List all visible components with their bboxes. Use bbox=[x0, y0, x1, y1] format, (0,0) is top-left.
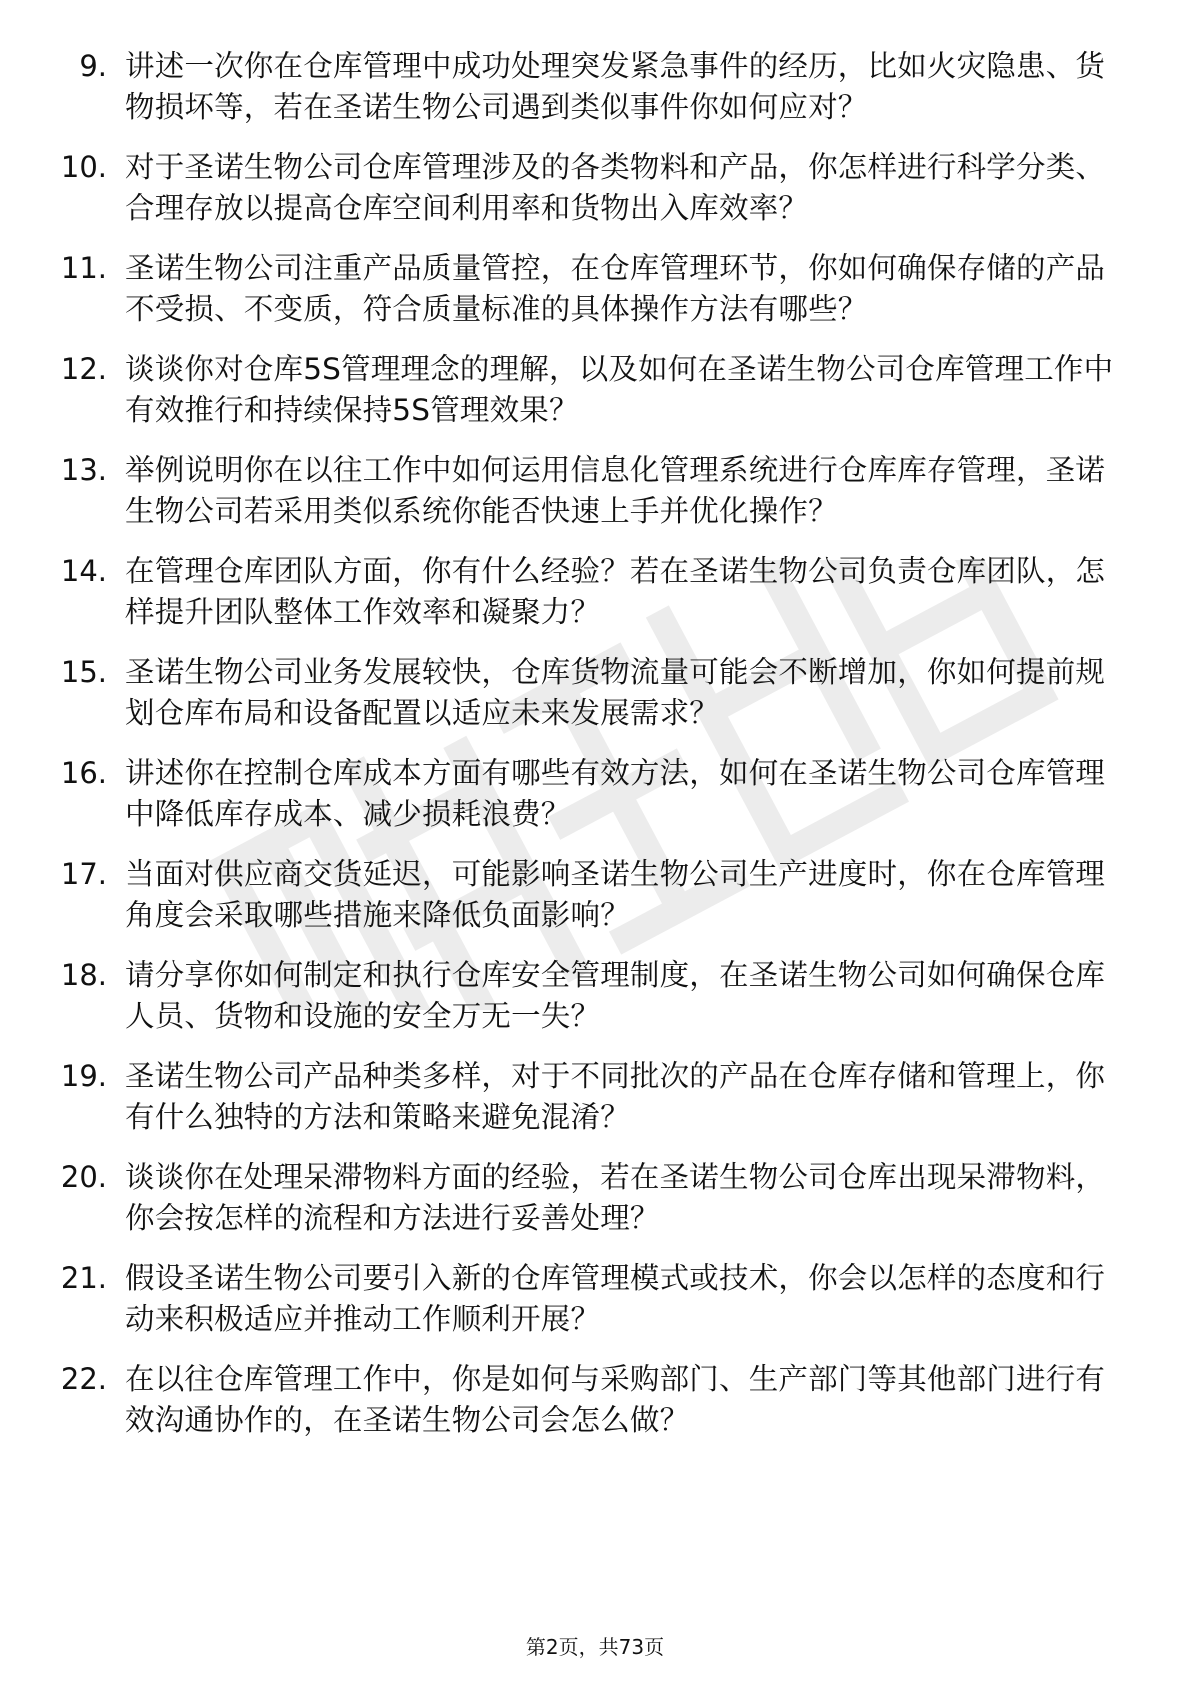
question-number: 18. bbox=[60, 958, 107, 992]
question-text: 在以往仓库管理工作中，你是如何与采购部门、生产部门等其他部门进行有效沟通协作的，在圣诺生物公司会怎么做？ bbox=[125, 1362, 1106, 1437]
question-number: 17. bbox=[60, 857, 107, 891]
question-text: 当面对供应商交货延迟，可能影响圣诺生物公司生产进度时，你在仓库管理角度会采取哪些措施来降低负面影响？ bbox=[125, 857, 1106, 932]
question-text: 圣诺生物公司注重产品质量管控，在仓库管理环节，你如何确保存储的产品不受损、不变质，符合质量标准的具体操作方法有哪些？ bbox=[125, 251, 1106, 326]
question-text: 在管理仓库团队方面，你有什么经验？若在圣诺生物公司负责仓库团队，怎样提升团队整体工作效率和凝聚力？ bbox=[125, 554, 1106, 629]
question-item bbox=[0, 1056, 1190, 1138]
question-item bbox=[0, 753, 1190, 835]
question-number: 22. bbox=[60, 1362, 107, 1396]
question-item bbox=[0, 551, 1190, 633]
question-number: 9. bbox=[79, 49, 107, 83]
question-item bbox=[0, 652, 1190, 734]
question-number: 10. bbox=[60, 150, 107, 184]
question-number: 16. bbox=[60, 756, 107, 790]
question-number: 15. bbox=[60, 655, 107, 689]
question-number: 20. bbox=[60, 1160, 107, 1194]
question-text: 讲述一次你在仓库管理中成功处理突发紧急事件的经历，比如火灾隐患、货物损坏等，若在圣诺生物公司遇到类似事件你如何应对？ bbox=[125, 49, 1106, 124]
question-text: 假设圣诺生物公司要引入新的仓库管理模式或技术，你会以怎样的态度和行动来积极适应并推动工作顺利开展？ bbox=[125, 1261, 1106, 1336]
question-text: 谈谈你对仓库5S管理理念的理解，以及如何在圣诺生物公司仓库管理工作中有效推行和持续保持5S管理效果？ bbox=[125, 352, 1114, 427]
question-list bbox=[0, 46, 1190, 1460]
question-number: 11. bbox=[60, 251, 107, 285]
question-item bbox=[0, 1359, 1190, 1441]
question-item bbox=[0, 46, 1190, 128]
question-item bbox=[0, 349, 1190, 431]
question-number: 13. bbox=[60, 453, 107, 487]
question-text: 举例说明你在以往工作中如何运用信息化管理系统进行仓库库存管理，圣诺生物公司若采用类似系统你能否快速上手并优化操作？ bbox=[125, 453, 1106, 528]
question-number: 12. bbox=[60, 352, 107, 386]
question-item bbox=[0, 147, 1190, 229]
question-text: 对于圣诺生物公司仓库管理涉及的各类物料和产品，你怎样进行科学分类、合理存放以提高仓库空间利用率和货物出入库效率？ bbox=[125, 150, 1106, 225]
question-number: 14. bbox=[60, 554, 107, 588]
question-text: 谈谈你在处理呆滞物料方面的经验，若在圣诺生物公司仓库出现呆滞物料，你会按怎样的流程和方法进行妥善处理？ bbox=[125, 1160, 1106, 1235]
question-number: 19. bbox=[60, 1059, 107, 1093]
question-text: 请分享你如何制定和执行仓库安全管理制度，在圣诺生物公司如何确保仓库人员、货物和设施的安全万无一失？ bbox=[125, 958, 1106, 1033]
question-text: 圣诺生物公司产品种类多样，对于不同批次的产品在仓库存储和管理上，你有什么独特的方法和策略来避免混淆？ bbox=[125, 1059, 1106, 1134]
question-item bbox=[0, 1157, 1190, 1239]
question-item bbox=[0, 854, 1190, 936]
question-item bbox=[0, 1258, 1190, 1340]
page-footer: 第2页，共73页 bbox=[525, 1635, 665, 1659]
question-number: 21. bbox=[60, 1261, 107, 1295]
question-text: 讲述你在控制仓库成本方面有哪些有效方法，如何在圣诺生物公司仓库管理中降低库存成本、减少损耗浪费？ bbox=[125, 756, 1106, 831]
question-text: 圣诺生物公司业务发展较快，仓库货物流量可能会不断增加，你如何提前规划仓库布局和设备配置以适应未来发展需求？ bbox=[125, 655, 1106, 730]
question-item bbox=[0, 450, 1190, 532]
question-item bbox=[0, 248, 1190, 330]
question-item bbox=[0, 955, 1190, 1037]
